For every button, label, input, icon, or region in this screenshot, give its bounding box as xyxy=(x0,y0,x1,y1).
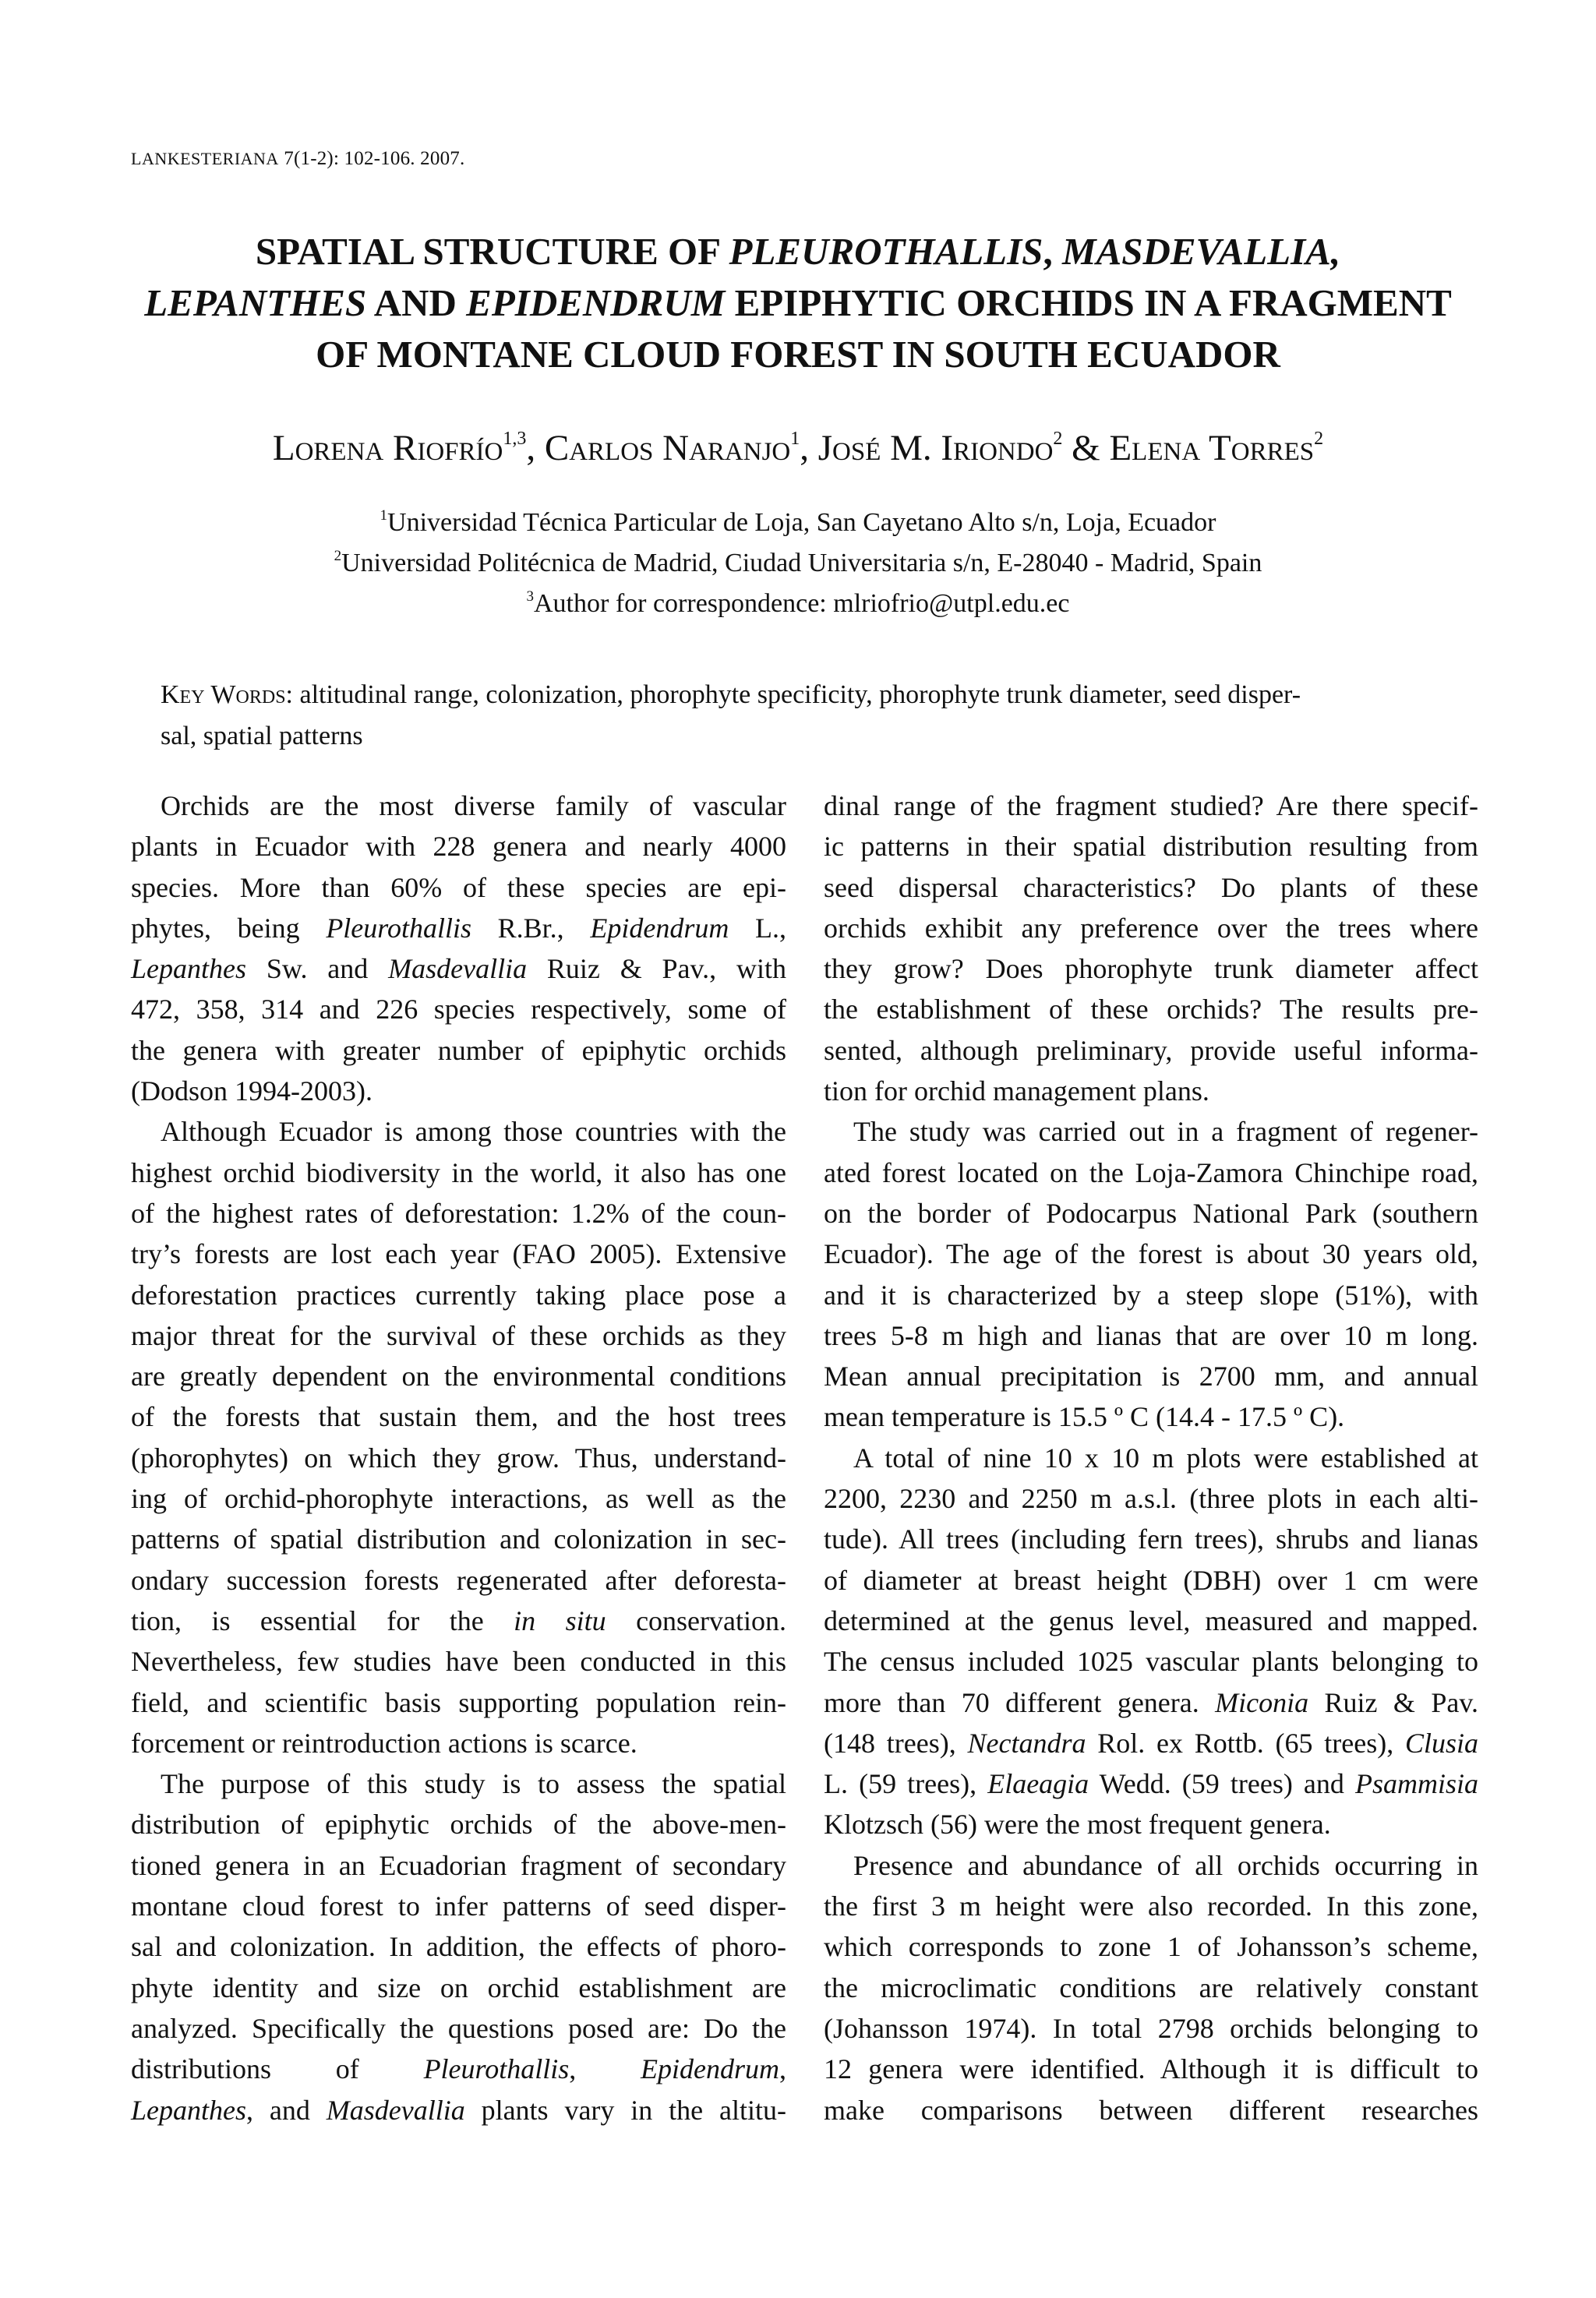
genus-name: Elaeagia xyxy=(987,1768,1089,1800)
body-line: of diameter at breast height (DBH) over 1 cm were xyxy=(824,1564,1478,1596)
body-line: on the border of Podocarpus National Park (southern xyxy=(824,1197,1478,1229)
body-line: deforestation practices currently taking place pose a xyxy=(131,1279,786,1311)
body-line: are greatly dependent on the environmental conditions xyxy=(131,1361,786,1393)
body-line: of the highest rates of deforestation: 1.2% of the coun- xyxy=(131,1197,786,1229)
body-line: sented, although preliminary, provide useful informa- xyxy=(824,1034,1478,1066)
body-line: and it is characterized by a steep slope (51%), with xyxy=(824,1279,1478,1311)
body-line: tion for orchid management plans. xyxy=(824,1075,1209,1107)
title-genus: EPIDENDRUM xyxy=(466,281,726,324)
author-name: José M. Iriondo xyxy=(817,428,1054,468)
body-line: make comparisons between different researches xyxy=(824,2094,1478,2126)
body-text: conservation. xyxy=(606,1604,787,1636)
body-line: tude). All trees (including fern trees), shrubs and lianas xyxy=(824,1523,1478,1555)
body-line: The census included 1025 vascular plants belonging to xyxy=(824,1646,1478,1678)
body-line: field, and scientific basis supporting population rein- xyxy=(131,1686,786,1718)
body-line: determined at the genus level, measured and mapped. xyxy=(824,1604,1478,1636)
body-line: The study was carried out in a fragment of regener- xyxy=(853,1116,1478,1148)
body-line xyxy=(131,948,786,989)
genus-name: Miconia xyxy=(1215,1686,1309,1718)
author-name: Elena Torres xyxy=(1109,428,1315,468)
correspondence-email: Author for correspondence: mlriofrio@utpl.edu.ec xyxy=(534,589,1070,618)
genus-name: Epidendrum xyxy=(590,912,729,944)
body-line: of the forests that sustain them, and the host trees xyxy=(131,1401,786,1433)
latin-phrase: in situ xyxy=(514,1604,606,1636)
body-line: Mean annual precipitation is 2700 mm, and annual xyxy=(824,1361,1478,1393)
affiliation-line xyxy=(117,503,1479,543)
body-line: analyzed. Specifically the questions posed are: Do the xyxy=(131,2012,786,2044)
author-affiliation-mark: 1 xyxy=(790,429,800,449)
running-head xyxy=(131,148,464,170)
genus-name: Pleurothallis xyxy=(423,2053,570,2085)
body-line: Presence and abundance of all orchids occurring in xyxy=(853,1849,1478,1881)
body-line: ated forest located on the Loja-Zamora Chinchipe road, xyxy=(824,1156,1478,1188)
body-line: distribution of epiphytic orchids of the above-men- xyxy=(131,1809,786,1841)
title-genus: MASDEVALLIA, xyxy=(1061,230,1341,273)
genus-name: Lepanthes xyxy=(131,953,246,985)
body-line: dinal range of the fragment studied? Are there specif- xyxy=(824,790,1478,821)
keywords-line xyxy=(161,674,1470,715)
body-text: Rol. ex Rottb. (65 trees), xyxy=(1086,1727,1405,1759)
body-line: 12 genera were identified. Although it is difficult to xyxy=(824,2053,1478,2085)
body-line: A total of nine 10 x 10 m plots were established at xyxy=(853,1442,1478,1474)
body-text: plants vary in the altitu- xyxy=(464,2094,786,2126)
keywords xyxy=(161,674,1470,757)
title-text: AND xyxy=(366,281,467,324)
body-line: plants in Ecuador with 228 genera and nearly 4000 xyxy=(131,831,786,863)
body-text: L., xyxy=(729,912,786,944)
body-line: highest orchid biodiversity in the world, it also has one xyxy=(131,1156,786,1188)
affiliation-mark: 2 xyxy=(334,548,342,564)
title-line: OF MONTANE CLOUD FOREST IN SOUTH ECUADOR xyxy=(316,333,1280,376)
author-separator: , xyxy=(526,428,545,468)
body-line: Nevertheless, few studies have been conducted in this xyxy=(131,1646,786,1678)
author-separator: & xyxy=(1062,428,1110,468)
title-genus: LEPANTHES xyxy=(144,281,367,324)
body-text: Wedd. (59 trees) and xyxy=(1089,1768,1355,1800)
body-line: Klotzsch (56) were the most frequent genera. xyxy=(824,1809,1331,1841)
body-line: (Dodson 1994-2003). xyxy=(131,1075,373,1107)
body-line: ic patterns in their spatial distribution resulting from xyxy=(824,831,1478,863)
body-line: trees 5-8 m high and lianas that are over 10 m long. xyxy=(824,1319,1478,1351)
body-line: forcement or reintroduction actions is scarce. xyxy=(131,1727,637,1759)
body-line: 2200, 2230 and 2250 m a.s.l. (three plots in each alti- xyxy=(824,1483,1478,1515)
author-list xyxy=(117,427,1479,469)
genus-name: Masdevallia xyxy=(326,2094,465,2126)
body-line: major threat for the survival of these orchids as they xyxy=(131,1319,786,1351)
body-line: species. More than 60% of these species are epi- xyxy=(131,871,786,903)
genus-name: Lepanthes xyxy=(131,2094,246,2126)
body-line: tioned genera in an Ecuadorian fragment of secondary xyxy=(131,1849,786,1881)
keywords-text: : altitudinal range, colonization, phorophyte specificity, phorophyte trunk diameter, seed disper- xyxy=(285,680,1301,709)
article-title xyxy=(117,226,1479,380)
body-line: phyte identity and size on orchid establishment are xyxy=(131,1971,786,2003)
body-line: ondary succession forests regenerated after deforesta- xyxy=(131,1564,786,1596)
body-line: Orchids are the most diverse family of vascular xyxy=(161,790,786,821)
body-text: tion, is essential for the xyxy=(131,1604,514,1636)
author-affiliation-mark: 2 xyxy=(1314,429,1324,449)
title-genus: PLEUROTHALLIS xyxy=(729,230,1043,273)
title-line xyxy=(117,226,1479,277)
journal-name: LANKESTERIANA xyxy=(131,149,279,168)
affiliation-text: Universidad Politécnica de Madrid, Ciudad Universitaria s/n, E-28040 - Madrid, Spain xyxy=(341,549,1262,577)
journal-citation: 7(1-2): 102-106. 2007. xyxy=(278,148,465,169)
genus-name: Pleurothallis xyxy=(326,912,471,944)
body-line: orchids exhibit any preference over the trees where xyxy=(824,912,1478,944)
body-text: R.Br., xyxy=(471,912,591,944)
body-line xyxy=(131,1601,786,1641)
body-line: The purpose of this study is to assess the spatial xyxy=(161,1768,786,1800)
body-line: the first 3 m height were also recorded. In this zone, xyxy=(824,1890,1478,1922)
body-line: (phorophytes) on which they grow. Thus, understand- xyxy=(131,1442,786,1474)
body-line xyxy=(824,1763,1478,1804)
body-line xyxy=(131,908,786,948)
body-line xyxy=(824,1682,1478,1723)
keywords-label: Key Words xyxy=(161,680,286,709)
body-text: , and xyxy=(246,2094,327,2126)
genus-name: Nectandra xyxy=(967,1727,1086,1759)
title-text: EPIPHYTIC ORCHIDS IN A FRAGMENT xyxy=(725,281,1452,324)
body-line: the establishment of these orchids? The results pre- xyxy=(824,994,1478,1025)
body-line: sal and colonization. In addition, the effects of phoro- xyxy=(131,1931,786,1963)
body-line: they grow? Does phorophyte trunk diameter affect xyxy=(824,953,1478,985)
affiliation-mark: 3 xyxy=(526,588,534,605)
title-text: SPATIAL STRUCTURE OF xyxy=(255,230,729,273)
body-line xyxy=(131,2090,786,2130)
body-text: Ruiz & Pav., with xyxy=(527,953,786,985)
body-line xyxy=(824,1723,1478,1763)
title-line xyxy=(117,277,1479,329)
body-text: , xyxy=(569,2053,641,2085)
body-line: Ecuador). The age of the forest is about 30 years old, xyxy=(824,1238,1478,1270)
affiliation-line xyxy=(117,543,1479,584)
body-text: distributions of xyxy=(131,2053,424,2085)
body-line: 472, 358, 314 and 226 species respectively, some of xyxy=(131,994,786,1025)
body-line: the genera with greater number of epiphytic orchids xyxy=(131,1034,786,1066)
author-name: Lorena Riofrío xyxy=(272,428,503,468)
affiliation-mark: 1 xyxy=(380,507,388,524)
author-separator: , xyxy=(800,428,818,468)
genus-name: Psammisia xyxy=(1354,1768,1478,1800)
affiliation-text: Universidad Técnica Particular de Loja, San Cayetano Alto s/n, Loja, Ecuador xyxy=(387,508,1216,537)
body-text: (148 trees), xyxy=(824,1727,968,1759)
author-name: Carlos Naranjo xyxy=(544,428,791,468)
genus-name: Masdevallia xyxy=(388,953,528,985)
body-line: patterns of spatial distribution and colonization in sec- xyxy=(131,1523,786,1555)
genus-name: Clusia xyxy=(1404,1727,1478,1759)
body-line: try’s forests are lost each year (FAO 2005). Extensive xyxy=(131,1238,786,1270)
body-text: , xyxy=(779,2053,786,2085)
author-affiliation-mark: 1,3 xyxy=(503,429,527,449)
body-text: Ruiz & Pav. xyxy=(1308,1686,1478,1718)
left-column xyxy=(131,785,786,2130)
body-line: ing of orchid-phorophyte interactions, as well as the xyxy=(131,1483,786,1515)
body-line: the microclimatic conditions are relatively constant xyxy=(824,1971,1478,2003)
body-text: L. (59 trees), xyxy=(824,1768,988,1800)
body-line: montane cloud forest to infer patterns of seed disper- xyxy=(131,1890,786,1922)
body-line: (Johansson 1974). In total 2798 orchids belonging to xyxy=(824,2012,1478,2044)
body-line: mean temperature is 15.5 º C (14.4 - 17.5 º C). xyxy=(824,1401,1345,1433)
right-column xyxy=(824,785,1478,2130)
genus-name: Epidendrum xyxy=(641,2053,779,2085)
body-text: Sw. and xyxy=(246,953,389,985)
author-affiliation-mark: 2 xyxy=(1053,429,1063,449)
body-line: seed dispersal characteristics? Do plants of these xyxy=(824,871,1478,903)
keywords-line: sal, spatial patterns xyxy=(161,722,363,750)
body-line xyxy=(131,2049,786,2089)
body-line: Although Ecuador is among those countries with the xyxy=(161,1116,786,1148)
affiliation-line xyxy=(117,584,1479,624)
body-text: more than 70 different genera. xyxy=(824,1686,1216,1718)
body-line: which corresponds to zone 1 of Johansson’s scheme, xyxy=(824,1931,1478,1963)
body-text: phytes, being xyxy=(131,912,327,944)
affiliations xyxy=(117,503,1479,624)
title-text: , xyxy=(1043,230,1062,273)
